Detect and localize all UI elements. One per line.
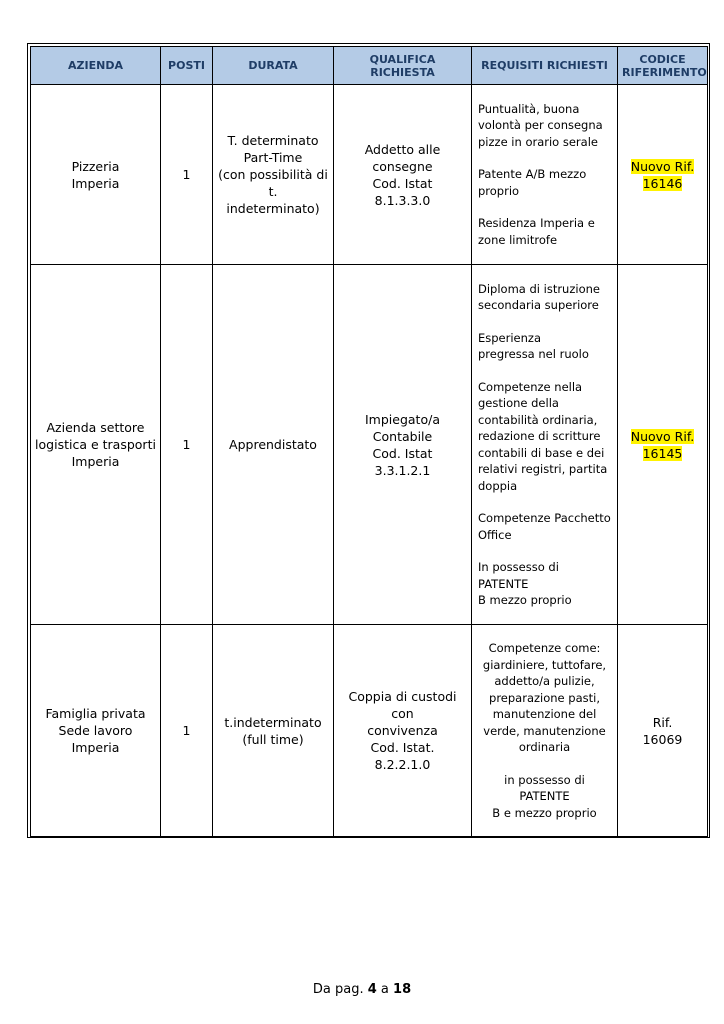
qualifica-line: Impiegato/a Contabile bbox=[365, 411, 440, 444]
requisito-line: Competenze nella bbox=[478, 379, 583, 394]
cell-codice bbox=[618, 265, 708, 625]
header-requisiti: REQUISITI RICHIESTI bbox=[472, 47, 618, 85]
qualifica-line: 3.3.1.2.1 bbox=[374, 462, 431, 478]
requisito-line: pizze in orario serale bbox=[478, 134, 598, 149]
cell-posti: 1 bbox=[161, 265, 213, 625]
qualifica-line: Coppia di custodi con bbox=[348, 689, 457, 721]
durata-line: t.indeterminato bbox=[224, 714, 322, 730]
cell-durata bbox=[213, 265, 334, 625]
requisito-line: in possesso di PATENTE bbox=[504, 772, 585, 803]
requisito-paragraph bbox=[478, 559, 611, 609]
qualifica-line: Cod. Istat. bbox=[370, 740, 435, 755]
azienda-line: Imperia bbox=[71, 175, 120, 191]
job-table-frame bbox=[27, 43, 710, 838]
qualifica-line: convivenza bbox=[367, 723, 438, 738]
azienda-line: Pizzeria bbox=[71, 158, 120, 174]
requisito-line: ordinaria bbox=[518, 740, 571, 754]
cell-posti: 1 bbox=[161, 625, 213, 837]
table-row bbox=[31, 85, 708, 265]
footer-page-number: 4 bbox=[367, 982, 377, 997]
requisito-paragraph bbox=[478, 379, 611, 495]
job-offers-table bbox=[30, 46, 708, 837]
azienda-line: Sede lavoro bbox=[58, 723, 133, 738]
requisito-line: giardiniere, tuttofare, bbox=[482, 657, 607, 672]
requisito-paragraph bbox=[478, 640, 611, 756]
requisito-line: contabilità ordinaria, bbox=[478, 412, 598, 427]
durata-line: (con possibilità di t. bbox=[218, 167, 328, 199]
codice-highlight bbox=[643, 176, 683, 191]
requisito-paragraph bbox=[478, 281, 611, 314]
footer-prefix: Da pag. bbox=[312, 982, 364, 997]
cell-qualifica bbox=[334, 625, 472, 837]
codice-highlight bbox=[643, 446, 683, 461]
requisito-line: In possesso di PATENTE bbox=[478, 560, 559, 591]
header-codice-line2: RIFERIMENTO bbox=[622, 65, 707, 79]
cell-requisiti bbox=[472, 625, 618, 837]
table-row bbox=[31, 265, 708, 625]
cell-requisiti bbox=[472, 85, 618, 265]
qualifica-line: 8.1.3.3.0 bbox=[374, 192, 431, 208]
requisito-line: contabili di base e dei bbox=[478, 445, 605, 460]
cell-posti: 1 bbox=[161, 85, 213, 265]
qualifica-line: Addetto alle consegne bbox=[364, 141, 441, 174]
cell-codice bbox=[618, 625, 708, 837]
header-codice-line1: CODICE bbox=[639, 52, 686, 66]
requisito-line: Office bbox=[478, 527, 512, 542]
requisito-line: Residenza Imperia e bbox=[478, 216, 595, 231]
cell-durata bbox=[213, 85, 334, 265]
table-header-row bbox=[31, 47, 708, 85]
header-azienda: AZIENDA bbox=[31, 47, 161, 85]
cell-azienda bbox=[31, 625, 161, 837]
requisito-paragraph bbox=[478, 772, 611, 822]
codice-line: 16145 bbox=[642, 445, 683, 461]
codice-line: Nuovo Rif. bbox=[630, 158, 695, 174]
qualifica-line: Cod. Istat bbox=[372, 175, 433, 191]
requisito-line: Diploma di istruzione bbox=[478, 281, 600, 296]
requisito-line: gestione della bbox=[478, 396, 559, 410]
durata-line: indeterminato) bbox=[226, 201, 320, 216]
requisito-line: Competenze Pacchetto bbox=[478, 511, 611, 525]
qualifica-line: 8.2.2.1.0 bbox=[374, 757, 431, 772]
codice-highlight bbox=[631, 159, 695, 174]
requisito-paragraph bbox=[478, 101, 611, 151]
page-footer bbox=[0, 982, 724, 997]
requisito-line: relativi registri, partita bbox=[478, 462, 608, 476]
requisito-line: volontà per consegna bbox=[478, 118, 603, 133]
codice-line: Rif. bbox=[652, 714, 673, 730]
cell-azienda bbox=[31, 85, 161, 265]
requisito-line: redazione di scritture bbox=[478, 429, 601, 443]
azienda-line: logistica e trasporti bbox=[35, 437, 156, 452]
codice-line: 16069 bbox=[642, 731, 683, 747]
requisito-line: Esperienza bbox=[478, 330, 542, 345]
durata-line: (full time) bbox=[242, 731, 304, 747]
requisito-line: B mezzo proprio bbox=[478, 593, 572, 607]
cell-codice bbox=[618, 85, 708, 265]
requisito-line: Puntualità, buona bbox=[478, 101, 580, 116]
requisito-line: Patente A/B mezzo bbox=[478, 167, 587, 182]
requisito-line: B e mezzo proprio bbox=[492, 805, 597, 820]
cell-qualifica bbox=[334, 265, 472, 625]
cell-azienda bbox=[31, 265, 161, 625]
requisito-line: manutenzione del bbox=[492, 707, 597, 721]
durata-line: Apprendistato bbox=[229, 437, 317, 452]
azienda-line: Imperia bbox=[71, 740, 120, 755]
requisito-paragraph bbox=[478, 215, 611, 248]
cell-durata bbox=[213, 625, 334, 837]
requisito-line: verde, manutenzione bbox=[483, 723, 606, 738]
requisito-line: secondaria superiore bbox=[478, 298, 599, 312]
durata-line: Part-Time bbox=[243, 150, 303, 165]
codice-line: 16146 bbox=[642, 175, 683, 191]
requisito-line: zone limitrofe bbox=[478, 232, 558, 247]
durata-line: T. determinato bbox=[227, 133, 319, 148]
table-row bbox=[31, 625, 708, 837]
header-codice bbox=[618, 47, 708, 85]
requisito-line: preparazione pasti, bbox=[489, 690, 600, 705]
requisito-line: Competenze come: bbox=[488, 641, 601, 655]
azienda-line: Azienda settore bbox=[46, 420, 145, 435]
requisito-line: addetto/a pulizie, bbox=[494, 674, 595, 688]
codice-line: Nuovo Rif. bbox=[630, 428, 695, 444]
header-durata: DURATA bbox=[213, 47, 334, 85]
cell-requisiti bbox=[472, 265, 618, 625]
cell-qualifica bbox=[334, 85, 472, 265]
header-posti: POSTI bbox=[161, 47, 213, 85]
requisito-paragraph bbox=[478, 166, 611, 199]
requisito-paragraph bbox=[478, 330, 611, 363]
header-qualifica: QUALIFICA RICHIESTA bbox=[334, 47, 472, 85]
requisito-line: doppia bbox=[478, 478, 518, 493]
footer-total-pages: 18 bbox=[393, 982, 412, 997]
azienda-line: Imperia bbox=[71, 454, 120, 469]
requisito-line: proprio bbox=[478, 183, 520, 198]
qualifica-line: Cod. Istat bbox=[372, 445, 433, 461]
requisito-line: pregressa nel ruolo bbox=[478, 347, 589, 361]
azienda-line: Famiglia privata bbox=[45, 706, 146, 721]
footer-separator: a bbox=[380, 982, 389, 997]
codice-highlight bbox=[631, 429, 695, 444]
requisito-paragraph bbox=[478, 510, 611, 543]
